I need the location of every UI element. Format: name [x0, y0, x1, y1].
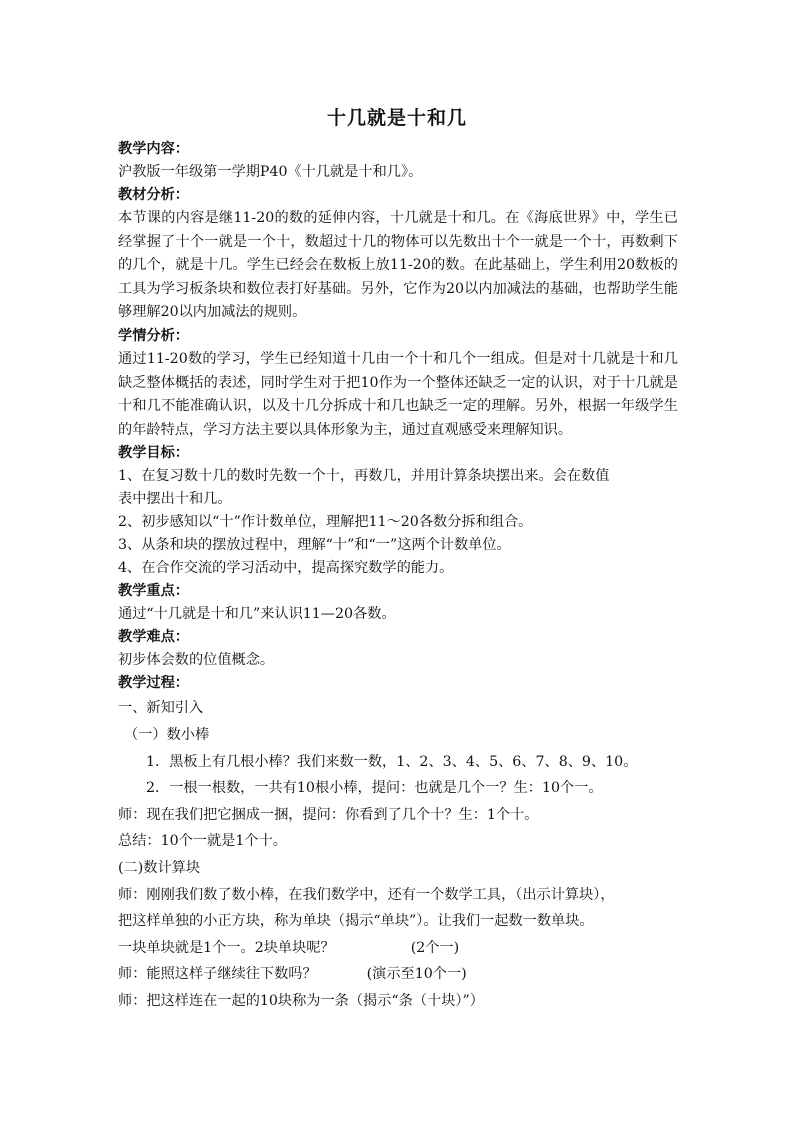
process-line-3-text: 一块单块就是1个一。2块单块呢？	[118, 939, 335, 956]
process-line-3-answer: (2个一)	[410, 939, 460, 956]
goal-item-1-line-2: 表中摆出十和几。	[118, 491, 232, 508]
page-title: 十几就是十和几	[326, 107, 467, 129]
key-text: 通过“十几就是十和几”来认识11—20各数。	[118, 606, 396, 623]
section-heading-difficulty: 教学难点：	[118, 629, 189, 646]
section-heading-goals: 教学目标：	[118, 445, 189, 462]
process-teacher-line-1: 师：现在我们把它捆成一捆，提问：你看到了几个十？生：1个十。	[118, 806, 539, 823]
section-heading-process: 教学过程：	[118, 675, 189, 692]
process-line-3	[118, 935, 678, 962]
process-line-4-text: 师：能照这样子继续往下数吗？	[118, 966, 317, 983]
section-heading-key: 教学重点：	[118, 583, 189, 600]
section-heading-content: 教学内容：	[118, 141, 189, 157]
section-heading-students: 学情分析：	[118, 327, 189, 344]
process-teacher-line-2b: 把这样单独的小正方块，称为单块（揭示“单块”）。让我们一起数一数单块。	[118, 913, 594, 930]
process-sub-2: (二)数计算块	[118, 859, 201, 876]
lesson-plan-body	[118, 138, 678, 1014]
process-step-1: 1．黑板上有几根小棒？我们来数一数，1、2、3、4、5、6、7、8、9、10。	[146, 753, 638, 770]
goal-item-2: 2、初步感知以“十”作计数单位，理解把11～20各数分拆和组合。	[118, 514, 533, 531]
section-heading-analysis: 教材分析：	[118, 187, 189, 203]
process-line-4	[118, 961, 678, 988]
difficulty-text: 初步体会数的位值概念。	[118, 652, 275, 669]
content-text: 沪教版一年级第一学期P40《十几就是十和几》。	[118, 164, 423, 180]
analysis-text: 本节课的内容是继11-20的数的延伸内容，十几就是十和几。在《海底世界》中，学生已经掌握了十个一就是一个十，数超过十几的物体可以先数出十个一就是一个十，再数剩下的几个，就是十几。学生已经会在数板上放11-20的数。在此基础上，学生利用20数板的工具为学习板条块和数位表打好基础。另外，它作为20以内加减法的基础，也帮助学生能够理解20以内加减法的规则。	[118, 210, 678, 321]
process-line-4-note: (演示至10个一)	[366, 966, 467, 983]
process-summary: 总结：10个一就是1个十。	[118, 833, 287, 850]
goal-item-3: 3、从条和块的摆放过程中，理解“十”和“一”这两个计数单位。	[118, 537, 511, 554]
process-part-1: 一、新知引入	[118, 700, 204, 717]
process-sub-1: （一）数小棒	[124, 726, 210, 743]
goal-item-4: 4、在合作交流的学习活动中，提高探究数学的能力。	[118, 560, 454, 577]
process-step-2: 2．一根一根数，一共有10根小棒，提问：也就是几个一？生：10个一。	[146, 780, 603, 797]
students-text: 通过11-20数的学习，学生已经知道十几由一个十和几个一组成。但是对十几就是十和几缺乏整体概括的表述，同时学生对于把10作为一个整体还缺乏一定的认识，对于十几就是十和几不能准确认识，以及十几分拆成十和几也缺乏一定的理解。另外，根据一年级学生的年龄特点，学习方法主要以具体形象为主，通过直观感受来理解知识。	[118, 350, 678, 438]
process-line-5: 师：把这样连在一起的10块称为一条（揭示“条（十块）”）	[118, 992, 484, 1009]
goal-item-1-line-1: 1、在复习数十几的数时先数一个十，再数几，并用计算条块摆出来。会在数值	[118, 468, 610, 485]
process-teacher-line-2a: 师：刚刚我们数了数小棒，在我们数学中，还有一个数学工具，（出示计算块），	[118, 886, 615, 903]
